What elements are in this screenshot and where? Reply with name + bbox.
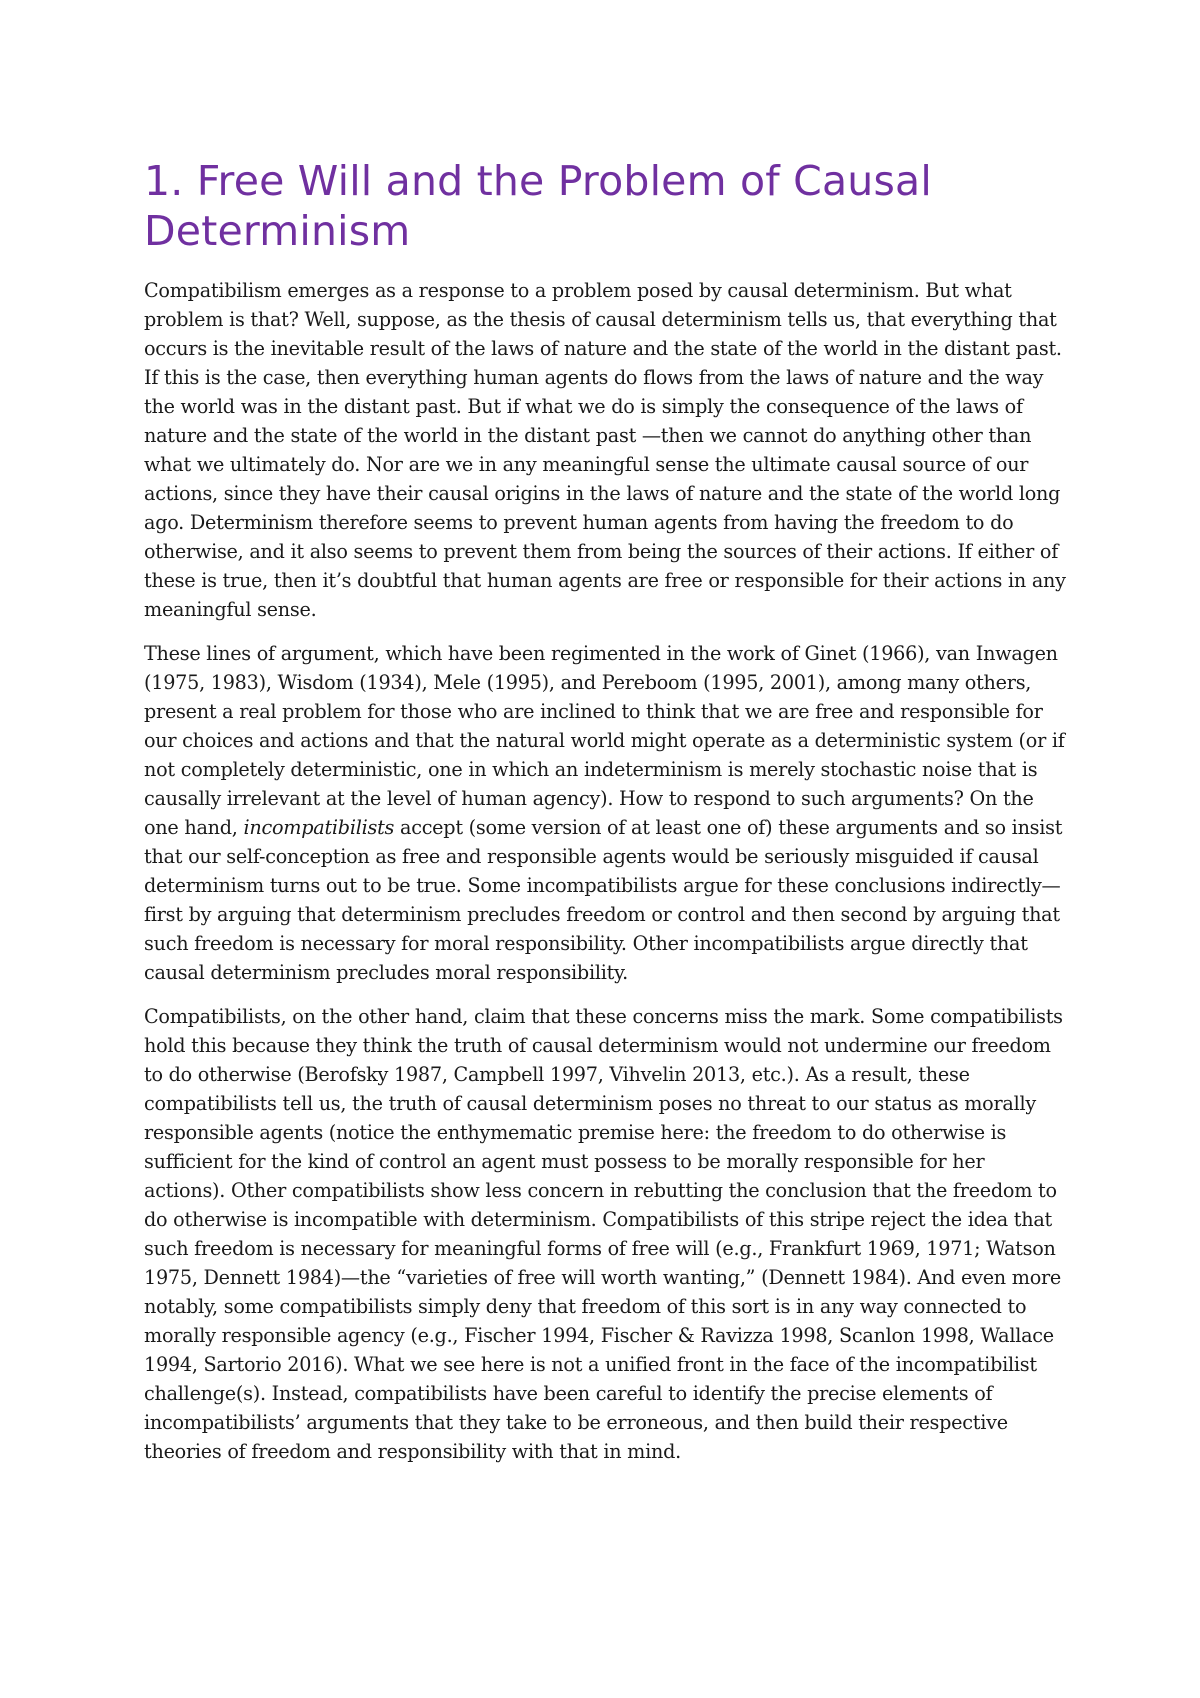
emphasis-incompatibilists: incompatibilists: [243, 816, 395, 839]
paragraph-2: [144, 639, 1069, 987]
paragraph-2-text-before: These lines of argument, which have been regimented in the work of Ginet (1966), van Inwagen (1975, 1983), Wisdom (1934), Mele (1995), and Pereboom (1995, 2001), among many others, present a real problem for those who are inclined to think that we are free and responsible for our choices and actions and that the natural world might operate as a deterministic system (or if not completely deterministic, one in which an indeterminism is merely stochastic noise that is causally irrelevant at the level of human agency). How to respond to such arguments? On the one hand,: [144, 642, 1065, 839]
paragraph-3: Compatibilists, on the other hand, claim that these concerns miss the mark. Some compatibilists hold this because they think the truth of causal determinism would not undermine our freedom to do otherwise (Berofsky 1987, Campbell 1997, Vihvelin 2013, etc.). As a result, these compatibilists tell us, the truth of causal determinism poses no threat to our status as morally responsible agents (notice the enthymematic premise here: the freedom to do otherwise is sufficient for the kind of control an agent must possess to be morally responsible for her actions). Other compatibilists show less concern in rebutting the conclusion that the freedom to do otherwise is incompatible with determinism. Compatibilists of this stripe reject the idea that such freedom is necessary for meaningful forms of free will (e.g., Frankfurt 1969, 1971; Watson 1975, Dennett 1984)—the “varieties of free will worth wanting,” (Dennett 1984). And even more notably, some compatibilists simply deny that freedom of this sort is in any way connected to morally responsible agency (e.g., Fischer 1994, Fischer & Ravizza 1998, Scanlon 1998, Wallace 1994, Sartorio 2016). What we see here is not a unified front in the face of the incompatibilist challenge(s). Instead, compatibilists have been careful to identify the precise elements of incompatibilists’ arguments that they take to be erroneous, and then build their respective theories of freedom and responsibility with that in mind.: [144, 1005, 1063, 1463]
section-heading: 1. Free Will and the Problem of Causal Determinism: [144, 157, 932, 255]
paragraph-1: Compatibilism emerges as a response to a problem posed by causal determinism. But what problem is that? Well, suppose, as the thesis of causal determinism tells us, that everything that occurs is the inevitable result of the laws of nature and the state of the world in the distant past. If this is the case, then everything human agents do flows from the laws of nature and the way the world was in the distant past. But if what we do is simply the consequence of the laws of nature and the state of the world in the distant past —then we cannot do anything other than what we ultimately do. Nor are we in any meaningful sense the ultimate causal source of our actions, since they have their causal origins in the laws of nature and the state of the world long ago. Determinism therefore seems to prevent human agents from having the freedom to do otherwise, and it also seems to prevent them from being the sources of their actions. If either of these is true, then it’s doubtful that human agents are free or responsible for their actions in any meaningful sense.: [144, 279, 1066, 621]
document-page: [144, 156, 1069, 1481]
paragraph-2-text-after: accept (some version of at least one of) these arguments and so insist that our self-conception as free and responsible agents would be seriously misguided if causal determinism turns out to be true. Some incompatibilists argue for these conclusions indirectly—first by arguing that determinism precludes freedom or control and then second by arguing that such freedom is necessary for moral responsibility. Other incompatibilists argue directly that causal determinism precludes moral responsibility.: [144, 816, 1063, 984]
